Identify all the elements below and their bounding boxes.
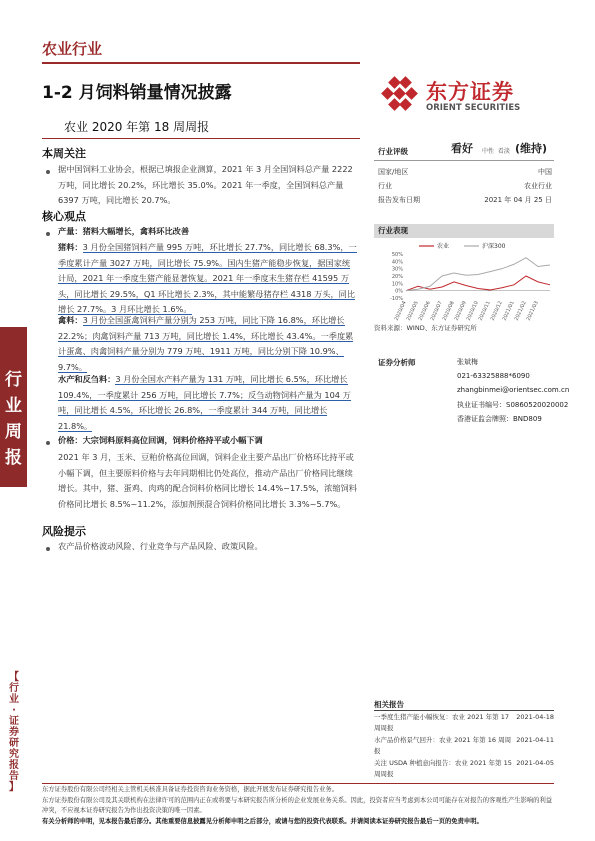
- poultry-paragraph: [58, 313, 358, 375]
- rating-hold: (维持): [515, 142, 548, 155]
- rating-opt-negative: 看淡: [497, 148, 510, 155]
- report-subtitle: 农业 2020 年第 18 周周报: [64, 120, 210, 134]
- x-tick-label: 2020/09: [453, 300, 468, 322]
- company-logo: [380, 72, 560, 126]
- x-tick-label: 2020/08: [441, 300, 456, 322]
- y-tick-label: 0%: [395, 288, 403, 295]
- y-tick-label: 40%: [391, 259, 403, 266]
- x-tick-label: 2021/01: [501, 300, 516, 322]
- y-tick-label: -10%: [390, 296, 403, 302]
- info-row: 行业 农业行业: [378, 182, 552, 190]
- analyst-name: 张斌梅: [457, 358, 478, 366]
- poultry-text: 3 月份全国蛋禽饲料产量分别为 253 万吨，同比下降 16.8%，环比增长 22.2%；肉禽饲料产量 713 万吨，同比增长 1.4%，环比增长 43.4%。一季度累计蛋禽、肉禽饲料产量分别为 779 万吨、1911 万吨，同比分别下降 10.9%、9.7%。: [58, 315, 354, 372]
- side-label-text: 【 行 业 · 证 券 研 究 报 告 】: [9, 672, 19, 793]
- side-label: [8, 672, 20, 793]
- pig-label: 猪料：: [58, 242, 83, 252]
- bullet-icon: [46, 441, 50, 445]
- x-tick-label: 2020/06: [417, 300, 432, 322]
- legend-label-sector: 农业: [437, 243, 450, 250]
- analyst-hk-cert: 香港证监会牌照：BND809: [457, 415, 542, 423]
- rating-opt-neutral: 中性: [482, 148, 495, 155]
- sector-title: 农业行业: [42, 40, 103, 58]
- point2-title: 价格：大宗饲料原料高位回调，饲料价格持平或小幅下调: [58, 435, 263, 445]
- side-tab-text: 行 业 周 报: [5, 370, 22, 468]
- x-tick-label: 2020/05: [405, 300, 420, 322]
- related-item[interactable]: 水产品价格景气回升：农业 2021 年第 16 周周报 2021-04-11: [374, 736, 554, 755]
- logo-cn: 东方证券: [426, 80, 514, 104]
- footer-line-2: 东方证券股份有限公司及其关联机构在法律许可的范围内正在或将要与本研究报告所分析的企业发展业务关系。因此，投资者应当考虑到本公司可能存在对报告的客观性产生影响的利益冲突，不应视本证券研究报告为作出投资决策的唯一因素。: [42, 797, 553, 814]
- analyst-cert: 执业证书编号：S0860520020002: [457, 401, 569, 409]
- logo-en: ORIENT SECURITIES: [426, 103, 521, 113]
- subtitle-rule: [42, 138, 360, 139]
- x-tick-label: 2021/03: [525, 300, 540, 322]
- rating-label: 行业评级: [378, 147, 408, 156]
- rating-options: [482, 146, 510, 155]
- risk-heading: 风险提示: [42, 525, 86, 538]
- x-tick-label: 2020/11: [477, 300, 492, 322]
- y-tick-label: 10%: [391, 281, 403, 288]
- side-tab: [0, 327, 27, 487]
- bullet-icon: [46, 170, 50, 174]
- x-tick-label: 2020/10: [465, 300, 480, 322]
- info-row: 国家/地区 中国: [378, 168, 552, 176]
- rating-rule: [374, 160, 554, 161]
- x-tick-label: 2021/02: [513, 300, 528, 322]
- poultry-label: 禽料：: [58, 315, 83, 325]
- weekly-focus-heading: 本周关注: [42, 147, 86, 160]
- price-text: 2021 年 3 月，玉米、豆粕价格高位回调，饲料企业主要产品出厂价格环比持平或小幅下调，但主要原料价格与去年同期相比仍处高位，推动产品出厂价格同比继续增长。其中，猪、蛋鸡、肉鸡的配合饲料价格同比增长 14.4%~17.5%，浓缩饲料价格同比增长 8.5%~11.2%，添加剂预混合饲料价格同比增长 3.3%~5.7%。: [58, 452, 357, 509]
- footer-line-3: 有关分析师的申明，见本报告最后部分。其他重要信息披露见分析师申明之后部分，或请与您的投资代表联系。并请阅读本证券研究报告最后一页的免责申明。: [42, 818, 483, 825]
- rating-value: 看好: [451, 142, 473, 155]
- analyst-email[interactable]: zhangbinmei@orientsec.com.cn: [457, 386, 570, 394]
- x-tick-label: 2020/12: [489, 300, 504, 322]
- performance-heading: 行业表现: [374, 224, 554, 238]
- performance-chart: [374, 240, 554, 325]
- pig-paragraph: [58, 240, 358, 318]
- info-row: 报告发布日期 2021 年 04 月 25 日: [378, 196, 552, 204]
- footer-line-1: 东方证券股份有限公司经相关主管机关核准具备证券投资咨询业务资格，据此开展发布证券研究报告业务。: [42, 786, 338, 793]
- bullet-icon: [46, 232, 50, 236]
- aqua-label: 水产和反刍料：: [58, 374, 116, 384]
- series-line-0: [406, 276, 550, 291]
- analyst-phone: 021-63325888*6090: [457, 372, 530, 380]
- footer-rule: [42, 783, 554, 784]
- related-heading: 相关报告: [374, 700, 404, 709]
- legend-label-index: 沪深300: [482, 243, 506, 250]
- pig-text: 3 月份全国猪饲料产量 995 万吨，环比增长 27.7%，同比增长 68.3%，一季度累计产量 3027 万吨，同比增长 75.9%。国内生猪产能稳步恢复，据国家统计局，2021 年一季度生猪产能显著恢复。2021 年一季度末生猪存栏 41595 万头，同比增长 29.5%，Q1 环比增长 2.3%，其中能繁母猪存栏 4318 万头，同比增长 27.7%。3 月环比增长 1.6%。: [58, 242, 357, 314]
- related-item[interactable]: 一季度生猪产能小幅恢复：农业 2021 年第 17 周周报 2021-04-18: [374, 713, 554, 732]
- bullet-icon: [46, 547, 50, 551]
- x-tick-label: 2020/07: [429, 300, 444, 322]
- related-item[interactable]: 关注 USDA 种植意向报告：农业 2021 年第 15 周周报 2021-04-05: [374, 759, 554, 778]
- risk-text: 农产品价格波动风险、行业竞争与产品风险、政策风险。: [58, 541, 263, 551]
- series-line-1: [406, 258, 550, 291]
- aqua-text: 3 月份全国水产料产量为 131 万吨，同比增长 6.5%，环比增长 109.4%，一季度累计 256 万吨，同比增长 7.7%；反刍动物饲料产量为 104 万吨，同比增长 4.5%，环比增长 26.8%，一季度累计 344 万吨，同比增长 21.8%。: [58, 374, 351, 431]
- core-view-heading: 核心观点: [42, 210, 86, 223]
- report-title: 1-2 月饲料销量情况披露: [42, 83, 232, 103]
- header-rule: [42, 62, 360, 64]
- weekly-focus-text: 据中国饲料工业协会，根据已填报企业测算，2021 年 3 月全国饲料总产量 2222 万吨，同比增长 20.2%，环比增长 35.0%。2021 年一季度，全国饲料总产量 6397 万吨，同比增长 20.7%。: [58, 164, 353, 205]
- aqua-paragraph: [58, 372, 358, 434]
- x-tick-label: 2020/04: [393, 300, 408, 322]
- related-rule: [374, 710, 554, 711]
- analyst-heading: 证券分析师: [378, 358, 416, 367]
- chart-source: 资料来源：WIND、东方证券研究所: [374, 324, 477, 332]
- y-tick-label: 50%: [391, 252, 403, 258]
- y-tick-label: 20%: [391, 274, 403, 280]
- y-tick-label: 30%: [391, 266, 403, 273]
- point1-title: 产量：猪料大幅增长，禽料环比改善: [58, 226, 190, 236]
